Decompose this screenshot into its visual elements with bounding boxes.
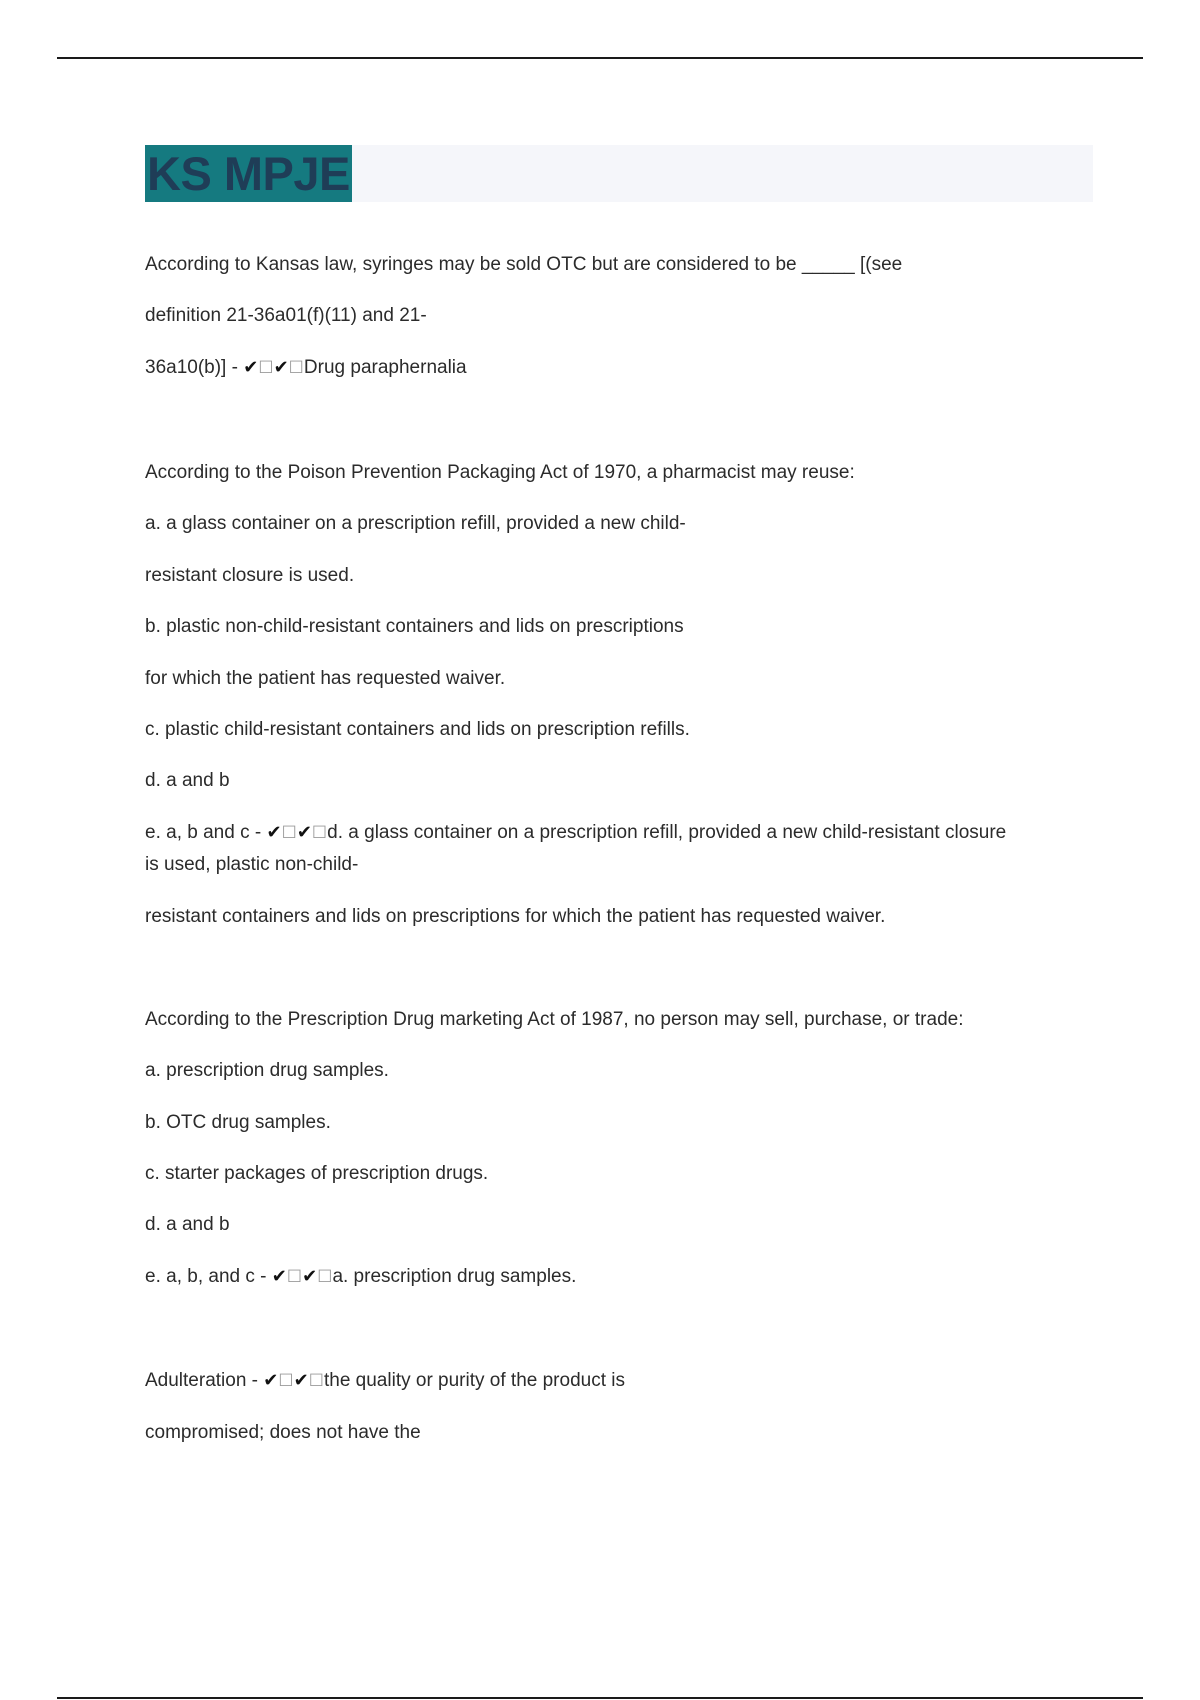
box-icon: ☐: [288, 358, 304, 378]
q1-line-1: According to Kansas law, syringes may be sold OTC but are considered to be _____ [(see: [145, 254, 903, 275]
check-icon: ✔: [293, 1370, 309, 1391]
q3-stem: According to the Prescription Drug marketing Act of 1987, no person may sell, purchase, or trade:: [145, 1009, 964, 1030]
q2-option-b-line-2: for which the patient has requested waiver.: [145, 668, 506, 689]
check-icon: ✔: [266, 822, 282, 843]
q1-prefix: 36a10(b)] -: [145, 357, 244, 378]
q3-option-e: [145, 1261, 1085, 1293]
q2-option-e: [145, 817, 1085, 849]
box-icon: ☐: [311, 823, 328, 843]
q3-option-a: a. prescription drug samples.: [145, 1060, 389, 1081]
q3-option-b: b. OTC drug samples.: [145, 1112, 331, 1133]
q2-option-a-line-2: resistant closure is used.: [145, 565, 355, 586]
q2-answer-line-1: d. a glass container on a prescription refill, provided a new child-resistant closure: [327, 822, 1007, 843]
q4-line-1: [145, 1365, 1085, 1397]
q2-answer-line-2: is used, plastic non-child-: [145, 854, 359, 875]
check-icon: ✔: [302, 1266, 318, 1287]
bottom-rule: [57, 1697, 1143, 1699]
box-icon: ☐: [281, 823, 297, 843]
q2-option-d: d. a and b: [145, 770, 230, 791]
box-icon: ☐: [286, 1267, 303, 1287]
q1-answer: Drug paraphernalia: [303, 357, 467, 378]
q2-option-c: c. plastic child-resistant containers and lids on prescription refills.: [145, 719, 690, 740]
q1-line-3: [145, 352, 1085, 384]
q1-line-2: definition 21-36a01(f)(11) and 21-: [145, 305, 427, 326]
q2-e-prefix: e. a, b and c -: [145, 822, 267, 843]
q3-option-d: d. a and b: [145, 1214, 230, 1235]
q4-answer-line-2: compromised; does not have the: [145, 1422, 421, 1443]
box-icon: ☐: [258, 358, 274, 378]
q3-option-c: c. starter packages of prescription drugs.: [145, 1163, 489, 1184]
q2-answer-line-3: resistant containers and lids on prescriptions for which the patient has requested waiver.: [145, 906, 886, 927]
check-icon: ✔: [263, 1370, 279, 1391]
check-icon: ✔: [243, 357, 259, 378]
check-icon: ✔: [271, 1266, 287, 1287]
document-title: KS MPJE: [147, 147, 350, 200]
title-highlight: [145, 145, 352, 202]
top-rule: [57, 57, 1143, 59]
box-icon: ☐: [278, 1371, 294, 1391]
q3-answer: a. prescription drug samples.: [332, 1266, 577, 1287]
q4-prefix: Adulteration -: [145, 1370, 264, 1391]
q3-e-prefix: e. a, b, and c -: [145, 1266, 272, 1287]
q2-stem: According to the Poison Prevention Packaging Act of 1970, a pharmacist may reuse:: [145, 462, 855, 483]
q4-answer-line-1: the quality or purity of the product is: [323, 1370, 625, 1391]
box-icon: ☐: [308, 1371, 324, 1391]
q2-option-b-line-1: b. plastic non-child-resistant containers and lids on prescriptions: [145, 616, 684, 637]
box-icon: ☐: [317, 1267, 333, 1287]
q2-option-a-line-1: a. a glass container on a prescription refill, provided a new child-: [145, 513, 686, 534]
check-icon: ✔: [296, 822, 312, 843]
check-icon: ✔: [273, 357, 289, 378]
